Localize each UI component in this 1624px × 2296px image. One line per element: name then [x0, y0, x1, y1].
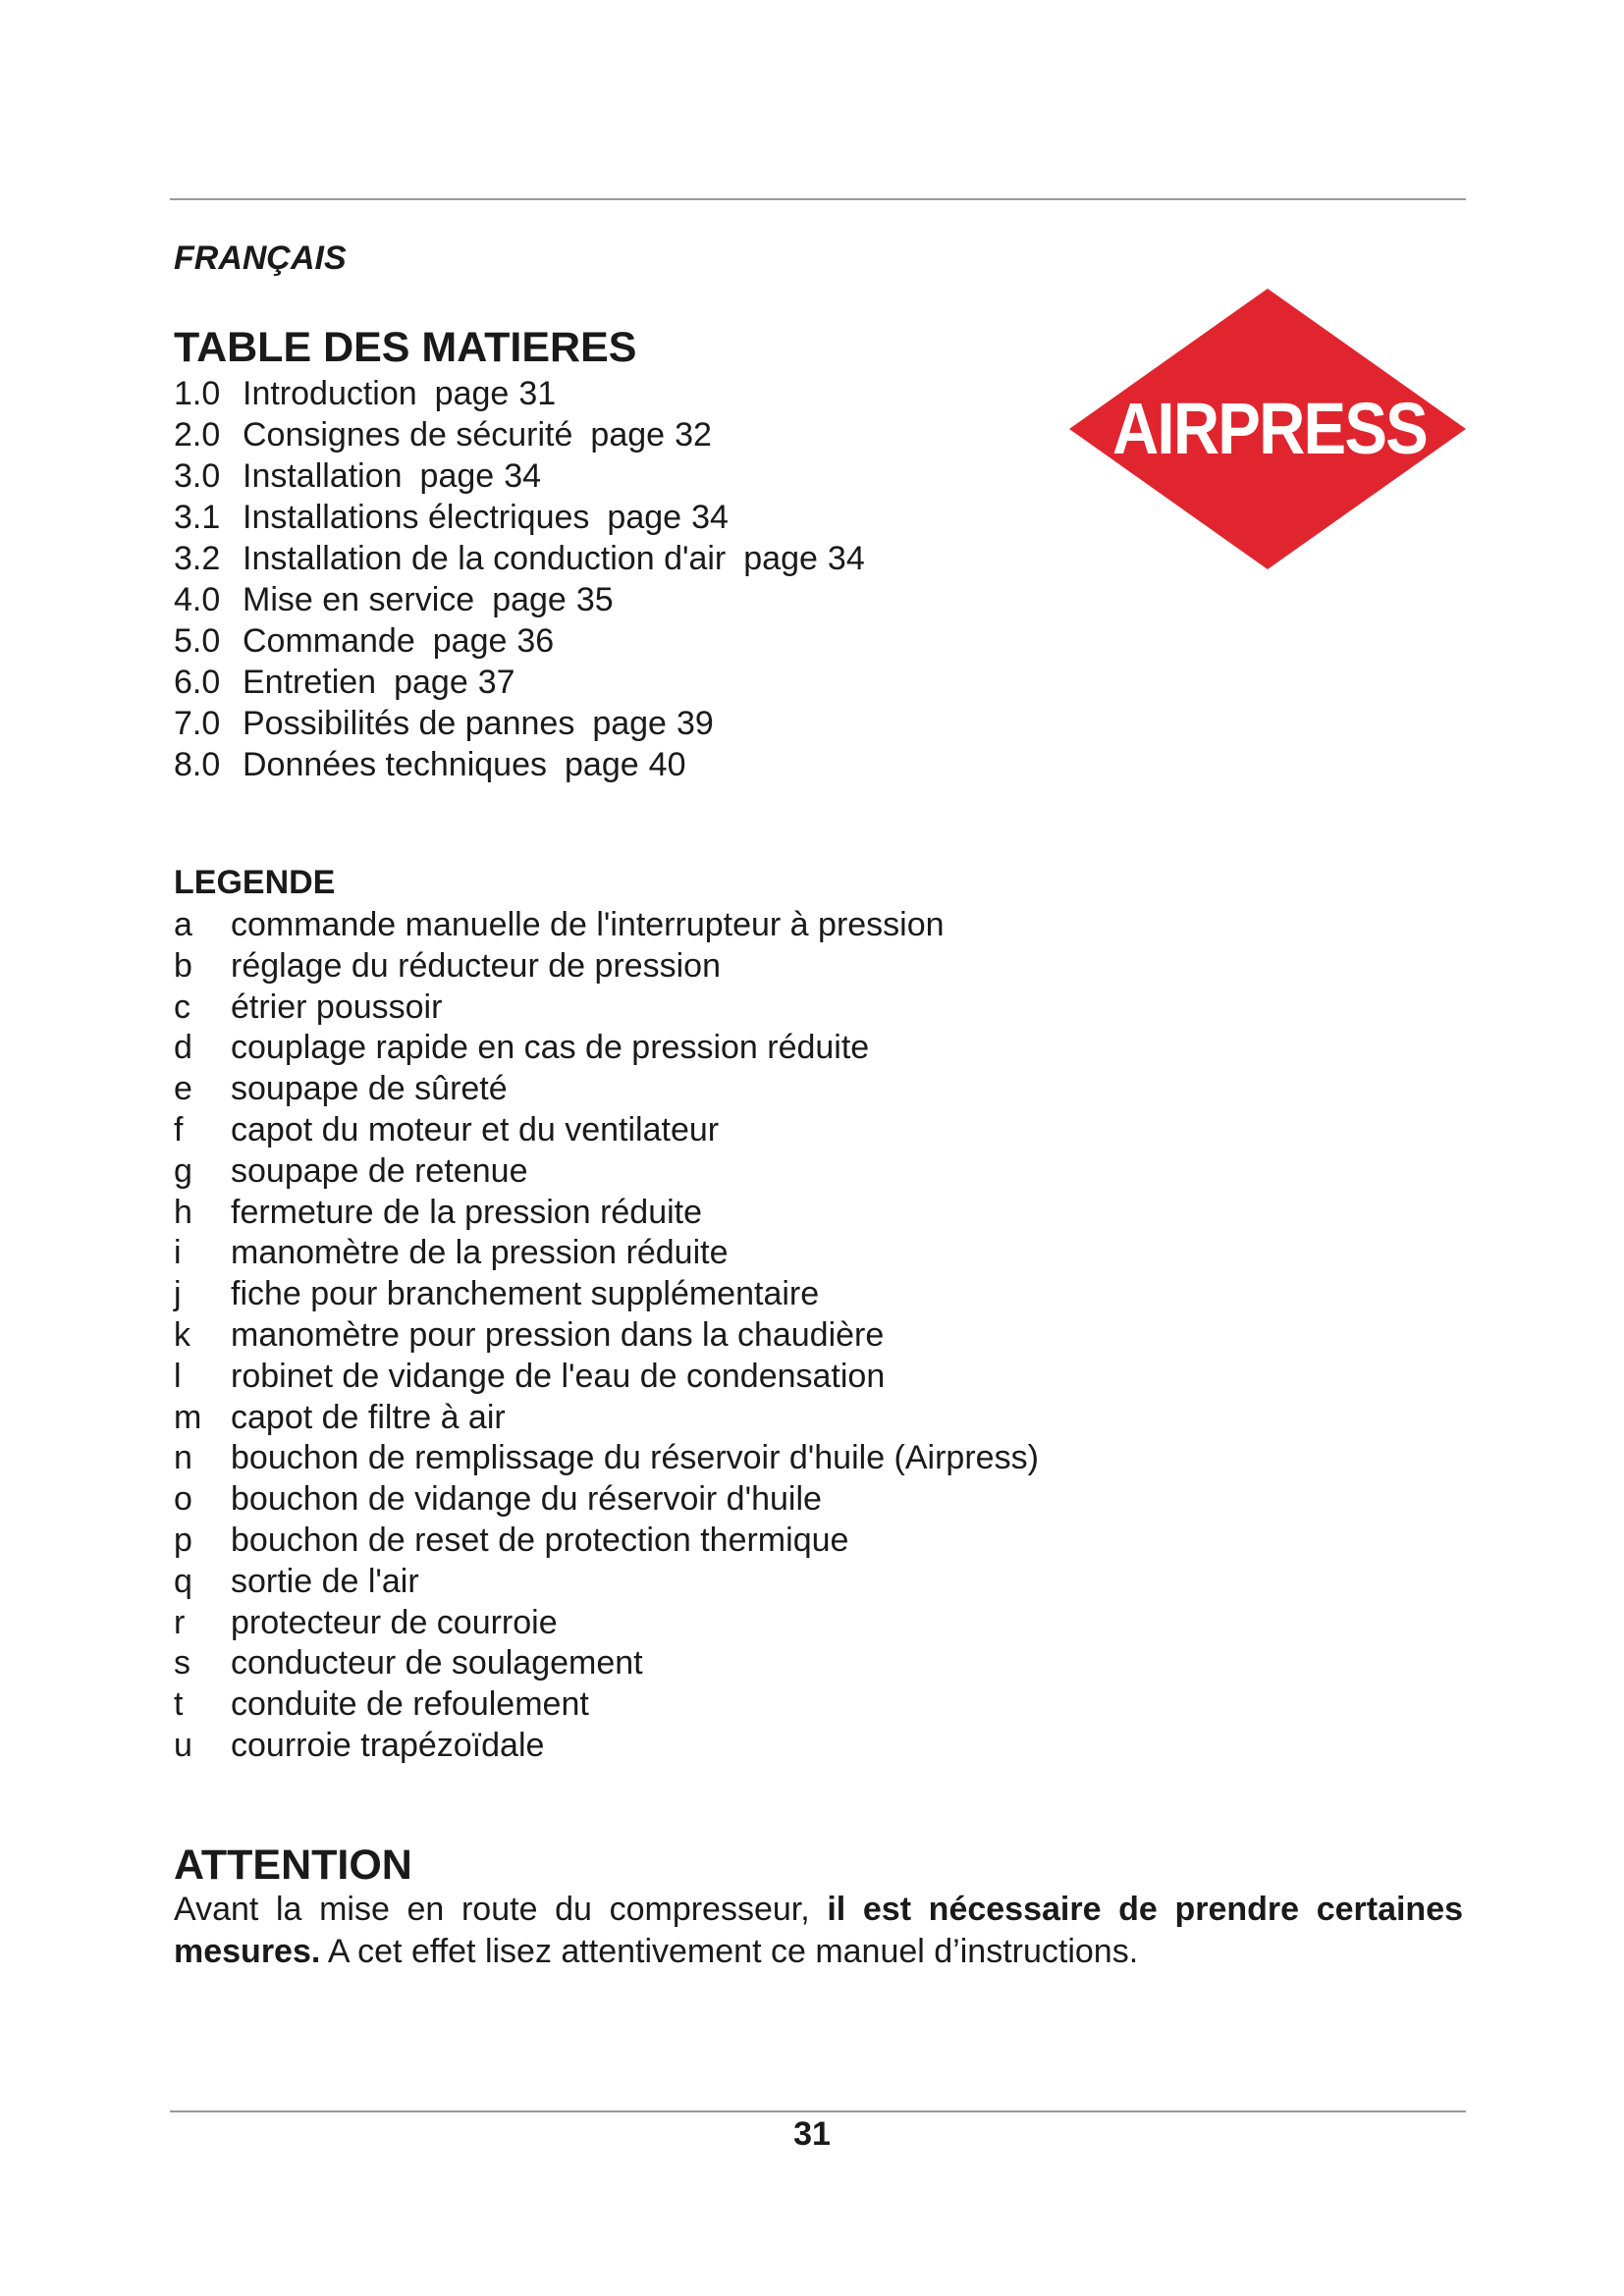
- legend-item: n bouchon de remplissage du réservoir d'huile (Airpress): [174, 1439, 1039, 1477]
- legend-item: g soupape de retenue: [174, 1151, 528, 1190]
- legend-item: t conduite de refoulement: [174, 1685, 589, 1724]
- toc-item: 4.0 Mise en service page 35: [174, 581, 614, 618]
- legend-item: l robinet de vidange de l'eau de condensation: [174, 1357, 886, 1395]
- legend-item: h fermeture de la pression réduite: [174, 1193, 703, 1231]
- airpress-logo-text: AIRPRESS: [1112, 388, 1427, 469]
- legend-item: m capot de filtre à air: [174, 1398, 506, 1436]
- toc-item: 3.2 Installation de la conduction d'air page 34: [174, 540, 865, 577]
- legend-item: b réglage du réducteur de pression: [174, 946, 721, 985]
- legend-list: [174, 905, 1039, 1767]
- language-heading: FRANÇAIS: [174, 240, 347, 277]
- page-number: 31: [793, 2115, 831, 2153]
- legend-item: d couplage rapide en cas de pression réduite: [174, 1029, 870, 1067]
- attention-paragraph: Avant la mise en route du compresseur, il est nécessaire de prendre certaines mesures. A cet effet lisez attentivement ce manuel d’instructions.: [174, 1891, 1464, 1970]
- toc-list: [174, 373, 865, 785]
- legend-item: j fiche pour branchement supplémentaire: [174, 1275, 820, 1313]
- legend-item: s conducteur de soulagement: [174, 1644, 643, 1682]
- legend-item: i manomètre de la pression réduite: [174, 1234, 729, 1272]
- toc-item: 7.0 Possibilités de pannes page 39: [174, 705, 714, 742]
- toc-item: 5.0 Commande page 36: [174, 622, 555, 660]
- header-rule: [170, 198, 1466, 200]
- legend-item: f capot du moteur et du ventilateur: [174, 1110, 720, 1148]
- legend-item: k manomètre pour pression dans la chaudière: [174, 1315, 885, 1354]
- legend-item: r protecteur de courroie: [174, 1603, 558, 1641]
- legend-item: c étrier poussoir: [174, 988, 443, 1026]
- toc-item: 8.0 Données techniques page 40: [174, 746, 686, 783]
- legend-item: u courroie trapézoïdale: [174, 1726, 545, 1764]
- toc-item: 2.0 Consignes de sécurité page 32: [174, 416, 712, 454]
- legend-item: q sortie de l'air: [174, 1562, 419, 1600]
- legend-title: LEGENDE: [174, 864, 336, 901]
- toc-item: 3.0 Installation page 34: [174, 457, 542, 495]
- legend-item: e soupape de sûreté: [174, 1070, 508, 1108]
- toc-item: 1.0 Introduction page 31: [174, 375, 557, 412]
- airpress-logo: [1065, 285, 1470, 573]
- toc-title: TABLE DES MATIERES: [174, 324, 637, 371]
- toc-item: 6.0 Entretien page 37: [174, 664, 515, 701]
- legend-item: a commande manuelle de l'interrupteur à pression: [174, 906, 945, 943]
- attention-title: ATTENTION: [174, 1842, 412, 1889]
- footer-rule: [170, 2110, 1466, 2112]
- legend-item: o bouchon de vidange du réservoir d'huile: [174, 1480, 822, 1519]
- legend-item: p bouchon de reset de protection thermique: [174, 1521, 849, 1559]
- toc-item: 3.1 Installations électriques page 34: [174, 499, 729, 536]
